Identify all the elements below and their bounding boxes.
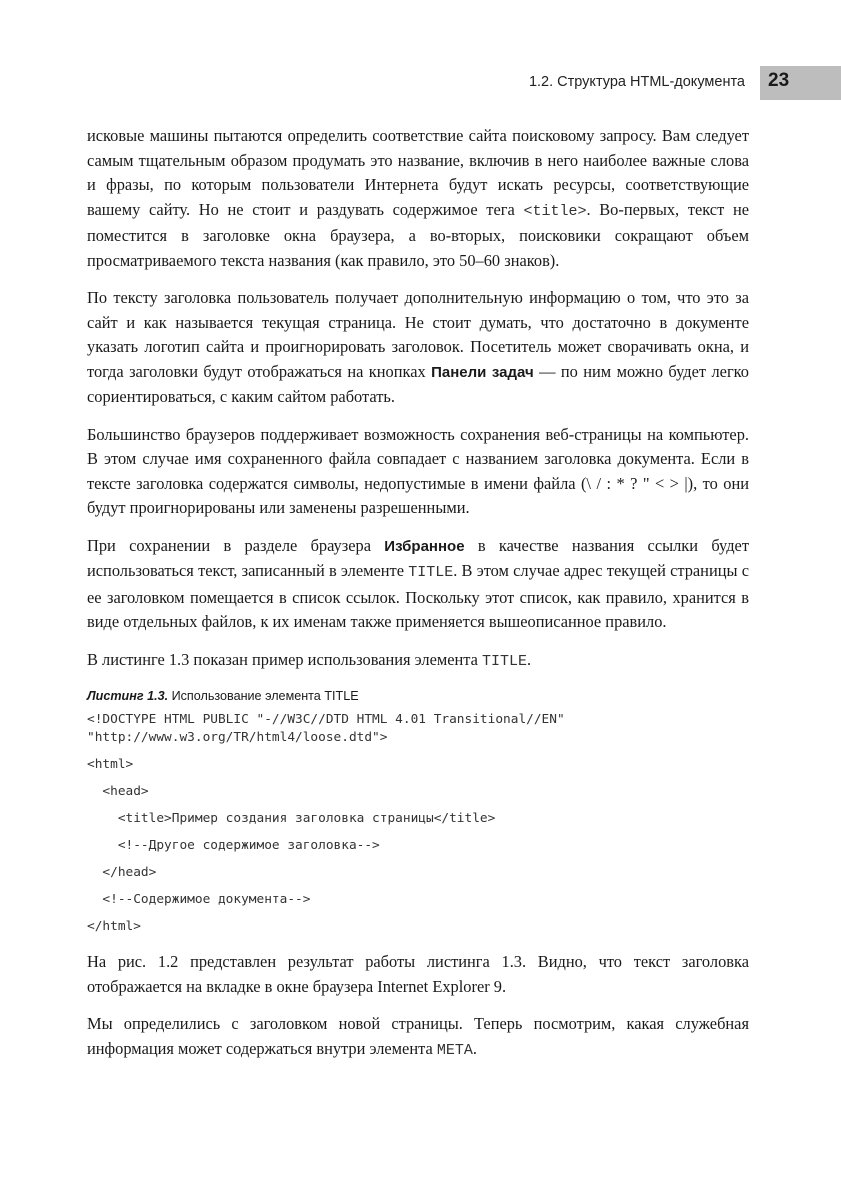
listing-title: Использование элемента TITLE [168, 689, 359, 703]
paragraph-text: Мы определились с заголовком новой страницы. Теперь посмотрим, какая служебная информация может содержаться внутри элемента [87, 1014, 749, 1058]
page-number: 23 [768, 70, 790, 91]
paragraph-text: исковые машины пытаются определить соответствие сайта поисковому запросу. Вам следует самым тщательным образом продумать это название, включив в него наиболее важные слова и фразы, по которым пользователи Интернета будут искать ресурсы, соответствующие вашему сайту. Но не стоит и раздувать содержимое тега [87, 126, 749, 219]
paragraph-text: . Во-первых, текст не поместится в заголовке окна браузера, а во-вторых, поисковики сокращают объем просматриваемого текста названия (как правило, это 50–60 знаков). [87, 199, 749, 270]
paragraph-2 [87, 286, 749, 410]
ui-term: Избранное [384, 537, 465, 555]
listing-caption [87, 687, 749, 705]
paragraph-text: . [472, 1038, 477, 1058]
code-line: <!--Содержимое документа--> [87, 892, 311, 907]
paragraph-text: В листинге 1.3 показан пример использования элемента [87, 649, 483, 669]
paragraph-7 [87, 1012, 749, 1063]
paragraph-3: Большинство браузеров поддерживает возможность сохранения веб-страницы на компьютер. В этом случае имя сохраненного файла совпадает с названием заголовка документа. Если в тексте заголовка содержатся символы, недопустимые в имени файла (\ / : * ? " < > |), то они будут проигнорированы или заменены разрешенными. [87, 424, 749, 517]
paragraph-text: При сохранении в разделе браузера [87, 535, 385, 555]
inline-code: <title> [523, 202, 587, 220]
running-title: 1.2. Структура HTML-документа [528, 74, 745, 90]
paragraph-5 [87, 648, 749, 675]
paragraph-4 [87, 534, 749, 635]
page-number-box [760, 66, 841, 100]
paragraph-text: По тексту заголовка пользователь получает дополнительную информацию о том, что это за сайт и как называется текущая страница. Не стоит думать, что достаточно в документе указать логотип сайта и проигнорировать заголовок. Посетитель может сворачивать окна, и тогда заголовки будут отображаться на кнопках [87, 288, 749, 381]
paragraph-text: . [527, 649, 532, 669]
paragraph-text: . В этом случае адрес текущей страницы с ее заголовком помещается в список ссылок. Поскольку этот список, как правило, хранится в виде отдельных файлов, к их именам также применяется вышеописанное правило. [87, 561, 749, 631]
ui-term: Панели задач [431, 363, 534, 381]
code-listing [87, 711, 749, 936]
page-body [87, 124, 749, 1076]
code-line: <head> [87, 784, 149, 799]
paragraph-1 [87, 124, 749, 273]
listing-label: Листинг 1.3. [87, 689, 169, 703]
code-line: </head> [87, 865, 157, 880]
code-line: "http://www.w3.org/TR/html4/loose.dtd"> [87, 730, 388, 745]
code-line: <!--Другое содержимое заголовка--> [87, 838, 380, 853]
running-header [0, 66, 841, 100]
code-line: <!DOCTYPE HTML PUBLIC "-//W3C//DTD HTML 4.01 Transitional//EN" [87, 712, 565, 727]
code-line: <title>Пример создания заголовка страницы</title> [87, 811, 496, 826]
code-line: </html> [87, 919, 141, 934]
inline-code: META [436, 1041, 473, 1059]
inline-code: TITLE [482, 652, 528, 670]
code-line: <html> [87, 757, 134, 772]
paragraph-6: На рис. 1.2 представлен результат работы листинга 1.3. Видно, что текст заголовка отображается на вкладке в окне браузера Internet Explorer 9. [87, 952, 749, 996]
inline-code: TITLE [408, 564, 454, 581]
paragraph-text: — по ним можно будет легко сориентироваться, с каким сайтом работать. [87, 361, 749, 406]
paragraph-text: в качестве названия ссылки будет использоваться текст, записанный в элементе [87, 535, 749, 580]
